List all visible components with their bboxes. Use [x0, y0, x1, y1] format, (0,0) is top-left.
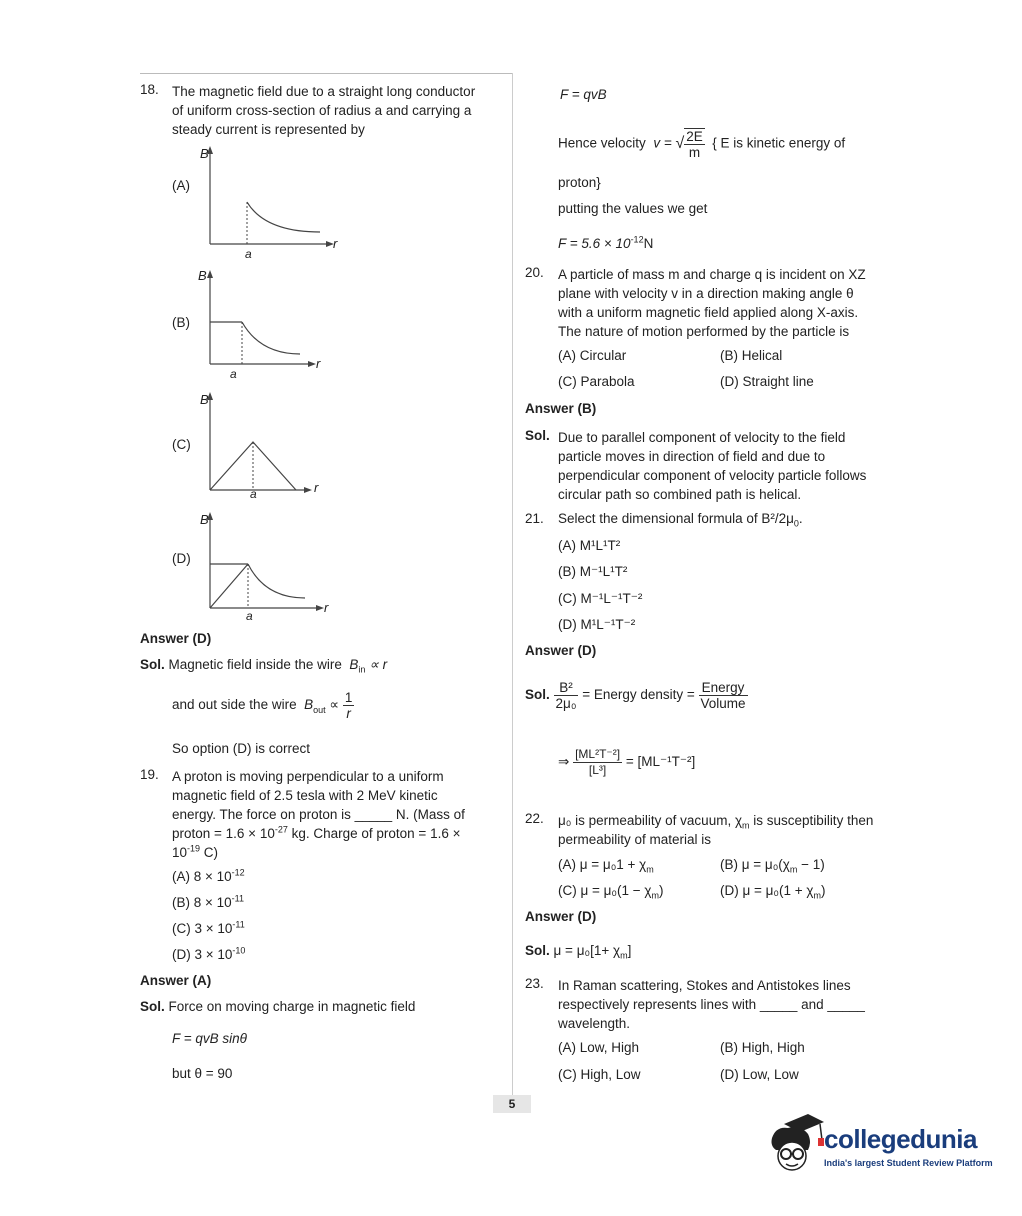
q18-prop2: ∝ [329, 697, 340, 713]
graph-b-y-label: B [198, 268, 207, 283]
graph-a-mark: a [245, 247, 252, 261]
q22-option-b: (B) $\mu = \mu_0(\chi_m - 1)$ [720, 857, 825, 875]
q20-option-b: (B) Helical [720, 348, 783, 363]
q19-eq2: but θ = 90 [172, 1066, 233, 1081]
graph-c-mark: a [250, 487, 257, 501]
q21-option-d: (D) M¹L⁻¹T⁻² [558, 617, 636, 632]
q22-sol-label: Sol. [525, 943, 550, 958]
q19-option-d: (D) $3 \times 10^{-10}$ [172, 945, 246, 962]
q18-bin-sub: in [358, 664, 366, 675]
q18-line2: of uniform cross-section of radius a and carrying a [172, 103, 472, 118]
q20-option-d: (D) Straight line [720, 374, 814, 389]
q21-question: Select the dimensional formula of $B^2/2\mu_0$. [558, 511, 803, 529]
q20-number: 20. [525, 265, 544, 280]
q19-number: 19. [140, 767, 159, 782]
logo-tagline: India's largest Student Review Platform [824, 1158, 993, 1168]
graph-d-x-label: r [324, 600, 329, 615]
q21-answer: Answer (D) [525, 643, 597, 658]
q18-line3: steady current is represented by [172, 122, 365, 137]
graph-c-y-label: B [200, 392, 209, 407]
graph-d-y-label: B [200, 512, 209, 527]
q18-sol-text: Magnetic field inside the wire [168, 657, 342, 672]
q22-question [558, 811, 873, 849]
q18-sol-line3: So option (D) is correct [172, 741, 311, 756]
q23-line1: In Raman scattering, Stokes and Antistokes lines [558, 978, 851, 993]
logo-name: collegedunia [824, 1124, 977, 1154]
q21-b2-frac: $\frac{\text{B²}}{\text{2μ₀}}$ [555, 680, 577, 711]
q18-line1: The magnetic field due to a straight long conductor [172, 84, 476, 99]
q19-line3: energy. The force on proton is _____ N. (Mass of [172, 807, 465, 822]
q22-line2: permeability of material is [558, 832, 712, 847]
q18-sol-line1 [140, 657, 387, 673]
q23-line3: wavelength. [558, 1016, 631, 1031]
q20-line4: The nature of motion performed by the particle is [558, 324, 850, 339]
q23-option-a: (A) Low, High [558, 1040, 640, 1055]
q19-proton: proton} [558, 175, 601, 190]
graph-a [190, 142, 350, 262]
implies-icon: ⇒ [558, 754, 570, 770]
graph-b-mark: a [230, 367, 237, 381]
top-rule [140, 73, 512, 74]
q22-number: 22. [525, 811, 544, 826]
q21-eq-text: = Energy density = [582, 687, 695, 703]
graph-b-x-label: r [316, 356, 321, 371]
q19-hence: Hence velocity [558, 135, 646, 151]
q19-option-c: (C) $3 \times 10^{-11}$ [172, 919, 245, 936]
graph-d-label: (D) [172, 551, 191, 566]
q20-sol-label: Sol. [525, 428, 550, 443]
q18-question [172, 82, 475, 139]
q21-energy-frac: $\frac{\text{Energy}}{\text{Volume}}$ [700, 680, 746, 711]
q23-number: 23. [525, 976, 544, 991]
q19-question [172, 767, 502, 862]
q19-answer: Answer (A) [140, 973, 212, 988]
q18-bout-sub: out [313, 704, 326, 715]
q18-fraction: $\frac{1}{r}$ [344, 690, 353, 721]
graph-a-y-label: B [200, 146, 209, 161]
q20-option-c: (C) Parabola [558, 374, 635, 389]
q19-line1: A proton is moving perpendicular to a uniform [172, 769, 444, 784]
q19-result: $F = 5.6 \times 10^{-12}N$ [558, 234, 654, 251]
q20-line2: plane with velocity v in a direction making angle θ [558, 286, 854, 301]
q22-option-a: (A) $\mu = \mu_01 + \chi_m$ [558, 857, 654, 875]
q23-line2: respectively represents lines with _____ and _____ [558, 997, 865, 1012]
q23-option-c: (C) High, Low [558, 1067, 641, 1082]
q20-line3: with a uniform magnetic field applied along X-axis. [558, 305, 859, 320]
graph-c [190, 388, 350, 508]
q21-option-a: (A) M¹L¹T² [558, 538, 621, 553]
q23-option-b: (B) High, High [720, 1040, 805, 1055]
graph-b [190, 264, 350, 384]
q22-answer: Answer (D) [525, 909, 597, 924]
q21-sol-line2 [558, 747, 695, 778]
q21-option-b: (B) M⁻¹L¹T² [558, 564, 628, 579]
q22-solution: Sol. $\mu = \mu_0[1+ \chi_m]$ [525, 943, 632, 961]
graph-d [190, 508, 350, 628]
sqrt-icon: √ [675, 135, 685, 152]
q22-option-c: (C) $\mu = \mu_0(1 - \chi_m)$ [558, 883, 664, 901]
q21-eq-result: = [ML⁻¹T⁻²] [625, 754, 696, 770]
collegedunia-logo [764, 1110, 994, 1190]
q21-number: 21. [525, 511, 544, 526]
graph-a-x-label: r [333, 236, 338, 251]
q23-question [558, 976, 888, 1033]
graph-a-label: (A) [172, 178, 190, 193]
page-number: 5 [493, 1095, 531, 1113]
q19-sol-text: Force on moving charge in magnetic field [168, 999, 416, 1014]
q18-prop: ∝ r [369, 657, 388, 672]
q19-line5: $10^{-19}$ C) [172, 843, 219, 860]
q19-eq3: F = qvB [560, 87, 607, 102]
graph-c-x-label: r [314, 480, 319, 495]
q19-sol-label: Sol. [140, 999, 165, 1014]
q19-option-b: (B) $8 \times 10^{-11}$ [172, 893, 244, 910]
q18-number: 18. [140, 82, 159, 97]
q21-option-c: (C) M⁻¹L⁻¹T⁻² [558, 591, 643, 606]
q19-velocity-line [558, 128, 845, 160]
q19-putting: putting the values we get [558, 201, 708, 216]
q20-question [558, 265, 888, 341]
q20-option-a: (A) Circular [558, 348, 627, 363]
q18-bin: B [349, 657, 359, 672]
q22-line1: μ₀ is permeability of vacuum, $\chi_m$ is susceptibility then [558, 813, 874, 831]
q19-root-frac: $\frac{2E}{m}$ [686, 129, 703, 160]
q19-hence-tail: { E is kinetic energy of [712, 135, 846, 151]
q18-sol2-text: and out side the wire [172, 697, 297, 713]
q18-sol-line2 [172, 690, 354, 721]
graph-b-label: (B) [172, 315, 190, 330]
q23-option-d: (D) Low, Low [720, 1067, 799, 1082]
q18-answer: Answer (D) [140, 631, 212, 646]
q22-option-d: (D) $\mu = \mu_0(1 + \chi_m)$ [720, 883, 826, 901]
q19-option-a: (A) $8 \times 10^{-12}$ [172, 867, 245, 884]
q20-line1: A particle of mass m and charge q is incident on XZ [558, 267, 866, 282]
graph-d-mark: a [246, 609, 253, 623]
column-divider [512, 73, 513, 1095]
q18-sol-label: Sol. [140, 657, 165, 672]
q21-sol-label: Sol. [525, 687, 550, 703]
q19-v: v = [653, 135, 672, 151]
graph-c-label: (C) [172, 437, 191, 452]
q20-answer: Answer (B) [525, 401, 597, 416]
q19-line2: magnetic field of 2.5 tesla with 2 MeV kinetic [172, 788, 438, 803]
q19-eq1: F = qvB sinθ [172, 1031, 247, 1046]
q19-line4: proton = $1.6 \times 10^{-27}$ kg. Charge of proton = 1.6 × [172, 824, 461, 841]
q21-dim-frac: $\frac{\text{[ML²T⁻²]}}{\text{[L³]}}$ [575, 747, 621, 777]
q18-bout: B [304, 697, 314, 713]
q20-solution: Due to parallel component of velocity to the field particle moves in direction of field and due to perpendicular component of velocity particle follows circular path so combined path is helical. [558, 430, 867, 502]
q19-sol-line1 [140, 999, 415, 1014]
q21-sol-line1 [525, 680, 748, 711]
mascot-icon [764, 1110, 826, 1180]
